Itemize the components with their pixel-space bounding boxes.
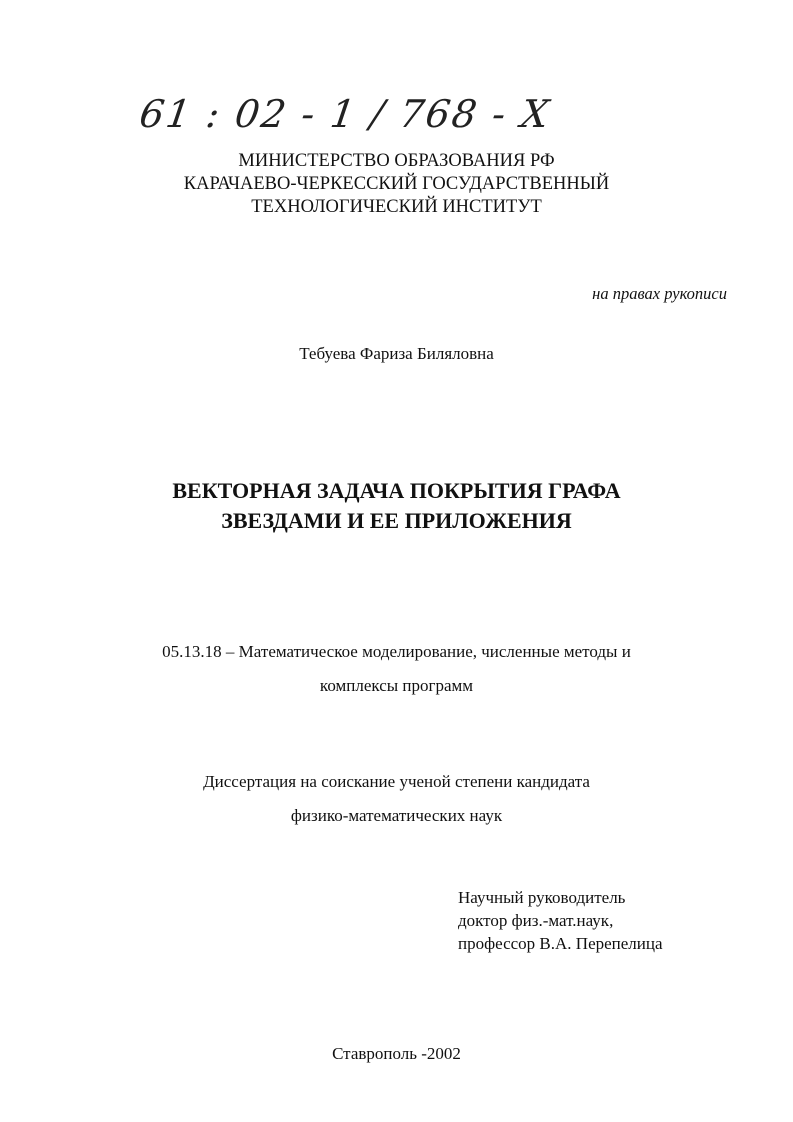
institution-line: КАРАЧАЕВО-ЧЕРКЕССКИЙ ГОСУДАРСТВЕННЫЙ: [183, 174, 610, 194]
title-line: ВЕКТОРНАЯ ЗАДАЧА ПОКРЫТИЯ ГРАФА: [172, 478, 621, 503]
handwritten-catalog-number: 61 : 02 - 1 / 768 - X: [136, 92, 554, 136]
degree-line: Диссертация на соискание ученой степени кандидата: [203, 772, 590, 791]
institution-line: ТЕХНОЛОГИЧЕСКИЙ ИНСТИТУТ: [251, 197, 542, 217]
supervisor-line: профессор В.А. Перепелица: [458, 934, 663, 953]
supervisor-block: [458, 886, 663, 955]
supervisor-line: доктор физ.-мат.наук,: [458, 911, 614, 930]
city-year: Ставрополь -2002: [332, 1044, 461, 1063]
degree-statement: [0, 765, 793, 833]
author-name: Тебуева Фариза Биляловна: [299, 344, 494, 363]
specialty-line: комплексы программ: [319, 676, 474, 695]
manuscript-rights-note: на правах рукописи: [592, 284, 727, 303]
specialty: [0, 635, 793, 703]
title-line: ЗВЕЗДАМИ И ЕЕ ПРИЛОЖЕНИЯ: [221, 508, 572, 533]
dissertation-title: [0, 476, 793, 536]
institution-line: МИНИСТЕРСТВО ОБРАЗОВАНИЯ РФ: [238, 151, 555, 171]
specialty-line: 05.13.18 – Математическое моделирование, численные методы и: [162, 642, 631, 661]
supervisor-line: Научный руководитель: [458, 888, 626, 907]
degree-line: физико-математических наук: [290, 806, 503, 825]
institution-header: [0, 150, 793, 219]
